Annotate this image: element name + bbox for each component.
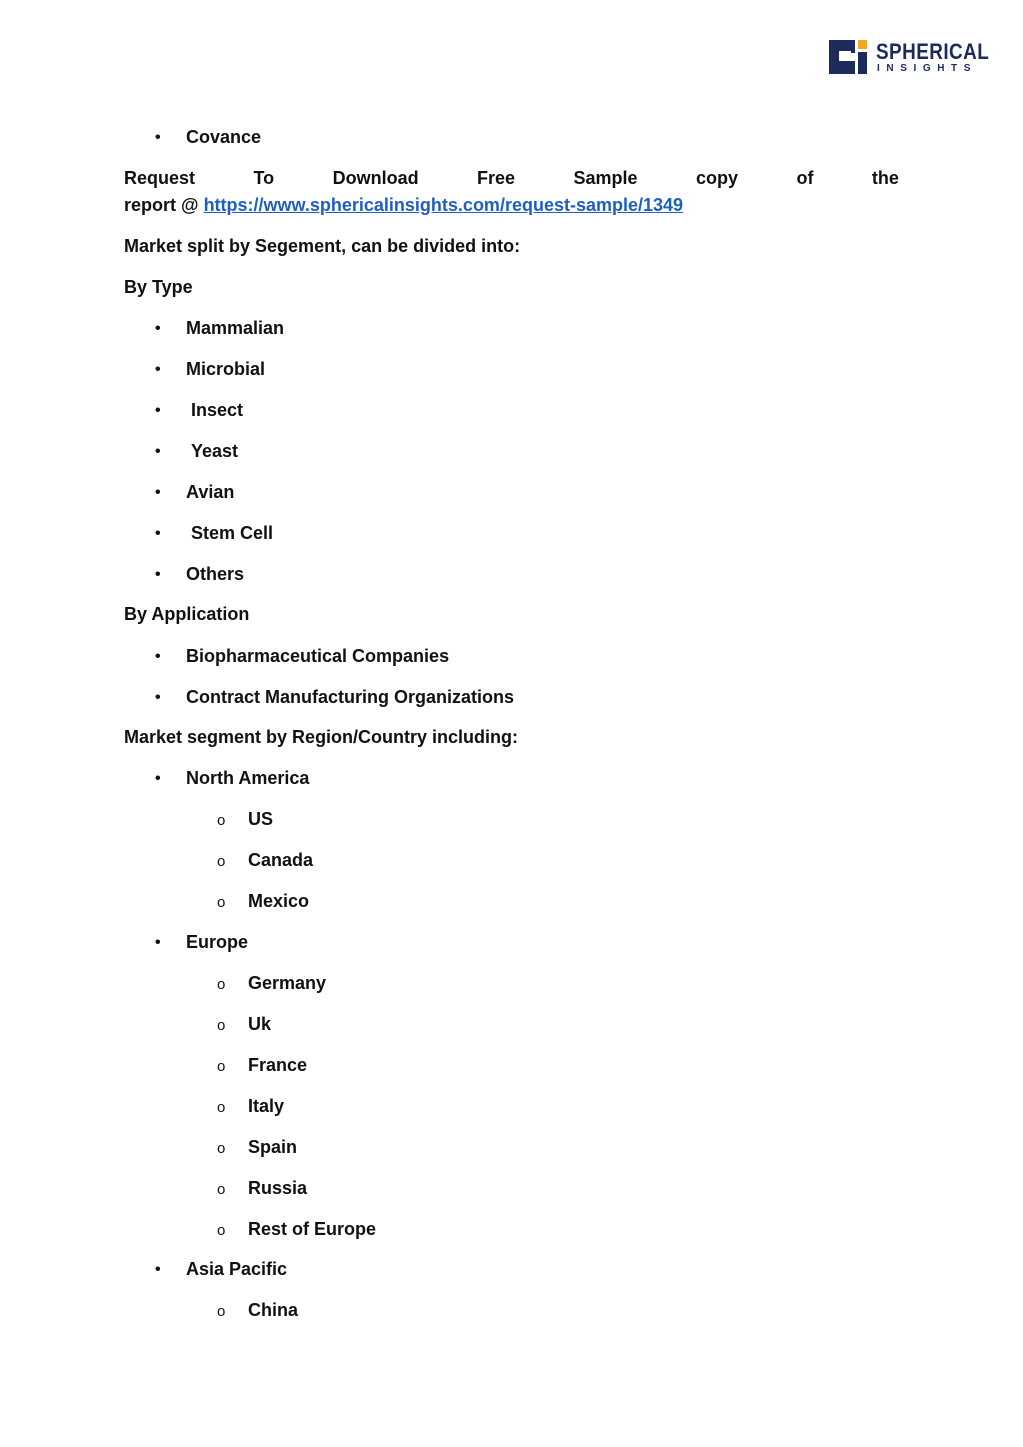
country-item: Spain xyxy=(248,1137,298,1157)
country-item: Uk xyxy=(248,1014,272,1034)
spherical-insights-logo xyxy=(829,40,993,76)
type-item: Others xyxy=(186,564,245,584)
bullet-icon: • xyxy=(155,320,161,337)
country-item: US xyxy=(248,809,274,829)
report-line xyxy=(124,194,683,216)
bullet-icon: • xyxy=(155,1261,161,1278)
country-item: China xyxy=(248,1300,299,1320)
region-europe: Europe xyxy=(186,932,249,952)
bullet-icon: • xyxy=(155,648,161,665)
country-item: Canada xyxy=(248,850,314,870)
region-heading: Market segment by Region/Country including: xyxy=(124,727,519,747)
type-item: Insect xyxy=(191,400,244,420)
request-word: copy xyxy=(696,168,739,188)
bullet-icon: • xyxy=(155,129,161,146)
segment-heading: Market split by Segement, can be divided into: xyxy=(124,236,521,256)
bullet-icon: • xyxy=(155,402,161,419)
request-sample-line xyxy=(124,167,899,189)
logo-wordmark: SPHERICAL xyxy=(876,39,990,64)
bullet-icon: • xyxy=(155,689,161,706)
sub-bullet-icon: o xyxy=(217,894,226,911)
sub-bullet-icon: o xyxy=(217,1017,226,1034)
report-prefix: report @ xyxy=(124,195,204,215)
region-asia-pacific: Asia Pacific xyxy=(186,1259,288,1279)
bullet-icon: • xyxy=(155,934,161,951)
by-application-heading: By Application xyxy=(124,604,250,624)
sub-bullet-icon: o xyxy=(217,976,226,993)
type-item: Yeast xyxy=(191,441,239,461)
type-item: Avian xyxy=(186,482,235,502)
request-word: Free xyxy=(477,168,516,188)
bullet-icon: • xyxy=(155,525,161,542)
request-word: Download xyxy=(332,168,419,188)
bullet-icon: • xyxy=(155,566,161,583)
sub-bullet-icon: o xyxy=(217,1099,226,1116)
country-item: Rest of Europe xyxy=(248,1219,377,1239)
application-item: Contract Manufacturing Organizations xyxy=(186,687,515,707)
logo-mark-icon xyxy=(829,40,869,76)
country-item: France xyxy=(248,1055,308,1075)
bullet-icon: • xyxy=(155,443,161,460)
sub-bullet-icon: o xyxy=(217,1058,226,1075)
bullet-icon: • xyxy=(155,770,161,787)
region-north-america: North America xyxy=(186,768,310,788)
request-word: the xyxy=(871,168,899,188)
request-word: Sample xyxy=(573,168,638,188)
list-item-covance: Covance xyxy=(186,127,262,147)
sub-bullet-icon: o xyxy=(217,1140,226,1157)
sub-bullet-icon: o xyxy=(217,1222,226,1239)
type-item: Microbial xyxy=(186,359,266,379)
sub-bullet-icon: o xyxy=(217,1181,226,1198)
request-word: Request xyxy=(124,168,196,188)
logo-subtitle: INSIGHTS xyxy=(877,63,978,74)
sub-bullet-icon: o xyxy=(217,812,226,829)
country-item: Italy xyxy=(248,1096,285,1116)
by-type-heading: By Type xyxy=(124,277,193,297)
request-word: of xyxy=(796,168,814,188)
application-item: Biopharmaceutical Companies xyxy=(186,646,450,666)
bullet-icon: • xyxy=(155,484,161,501)
type-item: Stem Cell xyxy=(191,523,274,543)
sample-request-link[interactable]: https://www.sphericalinsights.com/request-sample/1349 xyxy=(203,195,684,215)
country-item: Russia xyxy=(248,1178,308,1198)
bullet-icon: • xyxy=(155,361,161,378)
sub-bullet-icon: o xyxy=(217,1303,226,1320)
country-item: Germany xyxy=(248,973,327,993)
request-word: To xyxy=(253,168,275,188)
sub-bullet-icon: o xyxy=(217,853,226,870)
type-item: Mammalian xyxy=(186,318,285,338)
country-item: Mexico xyxy=(248,891,310,911)
